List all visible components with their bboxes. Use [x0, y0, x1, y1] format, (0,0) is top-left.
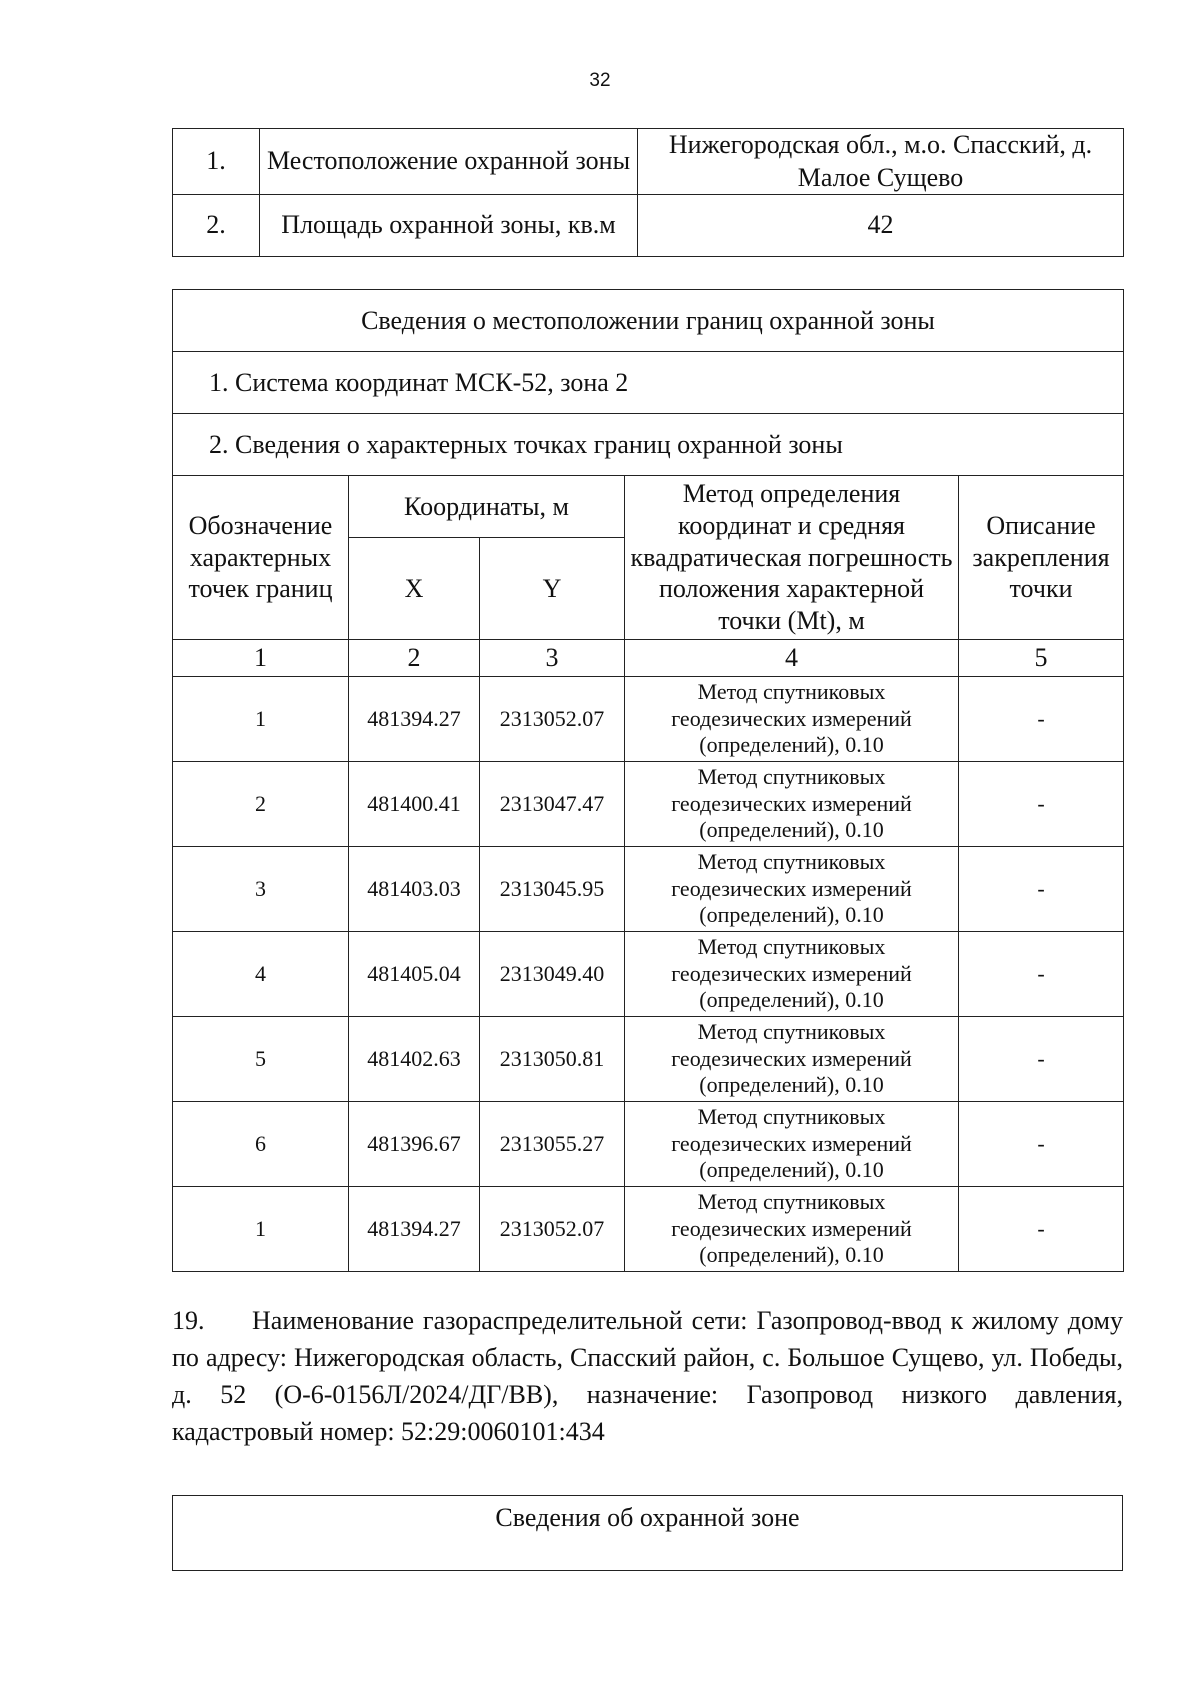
header-x: X [349, 538, 480, 640]
zone-info-title: Сведения об охранной зоне [173, 1496, 1123, 1571]
gas-network-paragraph [172, 1302, 1123, 1450]
column-number: 3 [480, 640, 625, 677]
method: Метод спутниковых геодезических измерений (определений), 0.10 [625, 762, 959, 847]
table-row [173, 1017, 1124, 1102]
coord-y: 2313045.95 [480, 847, 625, 932]
table-row [173, 847, 1124, 932]
table-row [173, 1102, 1124, 1187]
paragraph-text: Наименование газораспределительной сети: Газопровод-ввод к жилому дому по адресу: Нижегородская область, Спасский район, с. Большое Сущево, ул. Победы, д. 52 (О-6-0156Л/2024/ДГ/ВВ), назначение: Газопровод низкого давления, кадастровый номер: 52:29:0060101:434 [172, 1306, 1123, 1446]
row-value: Нижегородская обл., м.о. Спасский, д. Малое Сущево [638, 129, 1124, 195]
point-description: - [959, 762, 1124, 847]
point-description: - [959, 1187, 1124, 1272]
table-row [173, 195, 1124, 257]
point-description: - [959, 677, 1124, 762]
table-title-row [173, 290, 1124, 352]
table-title: Сведения о местоположении границ охранной зоны [173, 290, 1124, 352]
point-id: 2 [173, 762, 349, 847]
point-id: 1 [173, 1187, 349, 1272]
coord-y: 2313050.81 [480, 1017, 625, 1102]
page-number: 32 [589, 70, 611, 91]
row-number: 1. [173, 129, 260, 195]
method: Метод спутниковых геодезических измерений (определений), 0.10 [625, 677, 959, 762]
method: Метод спутниковых геодезических измерений (определений), 0.10 [625, 1017, 959, 1102]
table-row [173, 677, 1124, 762]
table-row [173, 1496, 1123, 1571]
coord-y: 2313055.27 [480, 1102, 625, 1187]
coordinate-system: 1. Система координат МСК-52, зона 2 [173, 352, 1124, 414]
table-row [173, 762, 1124, 847]
header-description: Описание закрепления точки [959, 476, 1124, 640]
table-row [173, 1187, 1124, 1272]
column-number: 4 [625, 640, 959, 677]
point-id: 6 [173, 1102, 349, 1187]
coordinate-system-row [173, 352, 1124, 414]
coord-x: 481403.03 [349, 847, 480, 932]
coord-x: 481400.41 [349, 762, 480, 847]
point-description: - [959, 1017, 1124, 1102]
column-header-row [173, 476, 1124, 538]
column-number: 5 [959, 640, 1124, 677]
column-number: 2 [349, 640, 480, 677]
method: Метод спутниковых геодезических измерений (определений), 0.10 [625, 1102, 959, 1187]
coord-x: 481394.27 [349, 677, 480, 762]
points-heading: 2. Сведения о характерных точках границ охранной зоны [173, 414, 1124, 476]
zone-summary-table [172, 128, 1124, 257]
coord-x: 481405.04 [349, 932, 480, 1017]
coord-y: 2313049.40 [480, 932, 625, 1017]
table-row [173, 129, 1124, 195]
row-value: 42 [638, 195, 1124, 257]
paragraph-number: 19. [172, 1306, 205, 1335]
method: Метод спутниковых геодезических измерений (определений), 0.10 [625, 932, 959, 1017]
method: Метод спутниковых геодезических измерений (определений), 0.10 [625, 847, 959, 932]
coord-x: 481396.67 [349, 1102, 480, 1187]
column-number: 1 [173, 640, 349, 677]
method: Метод спутниковых геодезических измерений (определений), 0.10 [625, 1187, 959, 1272]
point-id: 4 [173, 932, 349, 1017]
coord-y: 2313052.07 [480, 1187, 625, 1272]
row-label: Местоположение охранной зоны [260, 129, 638, 195]
coord-y: 2313047.47 [480, 762, 625, 847]
coord-x: 481402.63 [349, 1017, 480, 1102]
point-description: - [959, 932, 1124, 1017]
coord-x: 481394.27 [349, 1187, 480, 1272]
header-method: Метод определения координат и средняя квадратическая погрешность положения характерной точки (Mt), м [625, 476, 959, 640]
header-coordinates: Координаты, м [349, 476, 625, 538]
header-y: Y [480, 538, 625, 640]
point-id: 3 [173, 847, 349, 932]
coord-y: 2313052.07 [480, 677, 625, 762]
point-description: - [959, 1102, 1124, 1187]
table-row [173, 932, 1124, 1017]
header-designation: Обозначение характерных точек границ [173, 476, 349, 640]
points-heading-row [173, 414, 1124, 476]
row-label: Площадь охранной зоны, кв.м [260, 195, 638, 257]
zone-info-table [172, 1495, 1123, 1571]
boundary-coordinates-table [172, 289, 1124, 1272]
column-numbers-row [173, 640, 1124, 677]
point-id: 1 [173, 677, 349, 762]
row-number: 2. [173, 195, 260, 257]
point-description: - [959, 847, 1124, 932]
point-id: 5 [173, 1017, 349, 1102]
